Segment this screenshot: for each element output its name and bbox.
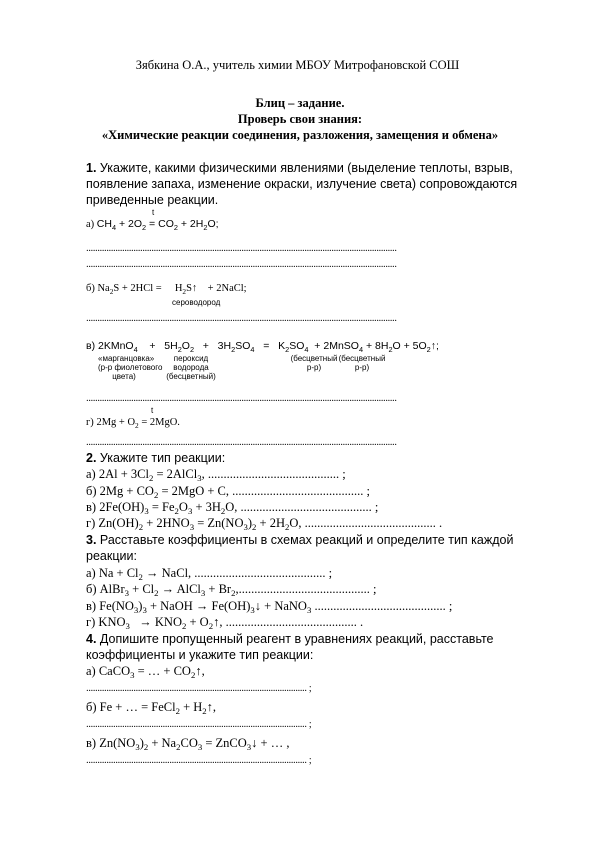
task4-item-a: а) CaCO$_3$ = … + $CO_2↑$, xyxy=(86,664,205,680)
answer-line: .......................................................................................................................................... xyxy=(86,436,397,448)
task4-item-b: б) Fe + … = FeCl$_2$ + $H_2↑$, xyxy=(86,700,217,716)
title-block xyxy=(60,95,540,143)
task1-reaction-a: а) $CH_4 + 2O_2 = CO_2 + 2H_2O$; xyxy=(86,218,219,232)
task1-number: 1. xyxy=(86,161,97,175)
task1-c-note-k2so4: (бесцветный р-р) xyxy=(290,354,338,372)
answer-line: .......................................................................................................................................... xyxy=(86,312,397,324)
task2-item-c: в) $2Fe(OH)_3 = Fe_2O_3 + 3H_2O$, .......................................... ; xyxy=(86,500,379,516)
task1-question xyxy=(86,160,526,209)
title-line-2: Проверь свои знания: xyxy=(237,112,363,126)
task1-c-note-h2o2: пероксид водорода (бесцветный) xyxy=(166,354,216,381)
task3-item-d: г) $KNO_3 \to KNO_2$ + $O_2↑$, .......................................... . xyxy=(86,615,364,631)
title-line-1: Блиц – задание. xyxy=(255,96,345,110)
answer-line: .......................................................................................................................................... xyxy=(86,242,397,254)
task1-b-note: сероводород xyxy=(172,298,221,307)
task1-reaction-b: б) $Na_2S + 2HCl$ = $H_2S↑$ + 2NaCl; xyxy=(86,283,247,296)
task4-item-c: в) $Zn(NO_3)_2 + Na_2CO_3$ = ZnCO$_3$↓ + … , xyxy=(86,736,290,752)
task2-item-a: а) $2Al + 3Cl_2$ = 2AlCl$_3$, .......................................... ; xyxy=(86,467,346,483)
answer-line: .......................................................................................................................................... xyxy=(86,258,397,270)
task1-c-note-mnso4: (бесцветный р-р) xyxy=(338,354,386,372)
task2-question: 2. Укажите тип реакции: xyxy=(86,451,226,465)
task2-item-d: г) $Zn(OH)_2 + 2HNO_3 = Zn(NO_3)_2 + 2H_2O$, .......................................... . xyxy=(86,516,443,532)
task2-item-b: б) $2Mg + CO_2 = 2MgO + C$, .......................................... ; xyxy=(86,484,370,500)
task1-reaction-d: г) $2Mg + O_2 = 2MgO$. xyxy=(86,417,180,430)
title-line-3: «Химические реакции соединения, разложения, замещения и обмена» xyxy=(101,128,499,142)
task1-reaction-c: в) 2KMnO$_4$ + $5H_2O_2 + 3H_2SO_4 = K_2SO_4$ + 2MnSO$_4$ + $8H_2O$ + $5O_2↑$; xyxy=(86,340,439,354)
task3-item-a: а) $Na + Cl_2$ → NaCl, .......................................... ; xyxy=(86,566,333,582)
author-line: Зябкина О.А., учитель химии МБОУ Митрофановской СОШ xyxy=(135,58,460,72)
task1-c-note-kmno4: «марганцовка» (р-р фиолетового цвета) xyxy=(98,354,163,381)
task1-text: Укажите, какими физическими явлениями (выделение теплоты, взрыв, появление запаха, изменение окраски, излучение света) сопровождаются приведенные реакции. xyxy=(86,161,518,208)
task4-question: 4. Допишите пропущенный реагент в уравнениях реакций, расставьте коэффициенты и укажите тип реакции: xyxy=(86,632,494,663)
task3-item-c: в) $Fe(NO_3)_3$ + NaOH → $Fe(OH)_3↓$ + NaNO$_3$ .......................................... ; xyxy=(86,599,453,615)
answer-line: .................................................................................................. ; xyxy=(86,754,312,766)
task3-question: 3. Расставьте коэффициенты в схемах реакций и определите тип каждой реакции: xyxy=(86,533,514,564)
task3-item-b: б) AlBr$_3$ + $Cl_2$ → AlCl$_3$ + $Br_2$,.......................................... ; xyxy=(86,582,377,598)
answer-line: .................................................................................................. ; xyxy=(86,682,312,694)
task1-a-temperature: t xyxy=(152,208,155,217)
answer-line: .......................................................................................................................................... xyxy=(86,392,397,404)
answer-line: .................................................................................................. ; xyxy=(86,718,312,730)
task1-d-temperature: t xyxy=(151,406,154,415)
